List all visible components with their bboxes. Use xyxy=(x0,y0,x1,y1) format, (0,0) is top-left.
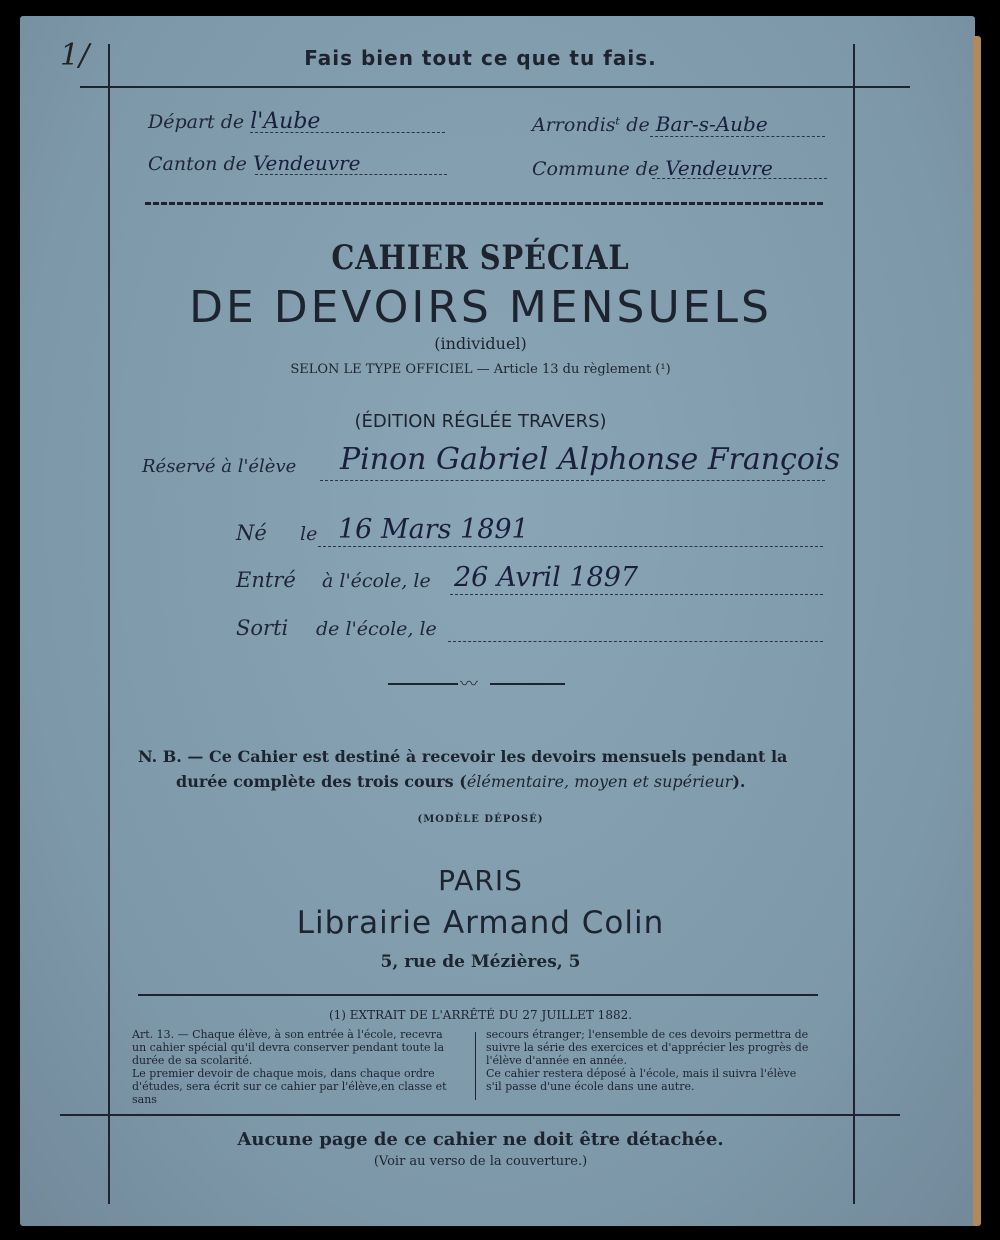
extract-right xyxy=(486,1028,826,1093)
extract-top-rule xyxy=(138,994,818,996)
arrondis-value: Bar-s-Aube xyxy=(655,112,768,136)
commune-row xyxy=(532,156,773,180)
publisher-name: Librairie Armand Colin xyxy=(296,905,665,941)
extract-right-2: suivre la série des exercices et d'apprécier les progrès de xyxy=(486,1041,809,1054)
depart-label: Départ xyxy=(148,111,215,133)
nb-line1: N. B. — Ce Cahier est destiné à recevoir les devoirs mensuels pendant la xyxy=(138,747,788,766)
ornament-center: 〰 xyxy=(460,674,478,695)
entre-line xyxy=(450,594,823,595)
notebook-cover xyxy=(20,16,975,1226)
motto: Fais bien tout ce que tu fais. xyxy=(304,46,657,70)
page-edge xyxy=(973,36,981,1226)
canton-value: Vendeuvre xyxy=(252,151,361,175)
depart-suffix: de xyxy=(220,111,245,133)
depart-value: l'Aube xyxy=(250,109,321,134)
ne-value: 16 Mars 1891 xyxy=(338,514,529,545)
extract-title: (1) EXTRAIT DE L'ARRÊTÉ DU 27 JUILLET 1882. xyxy=(328,1008,633,1022)
publisher-address: 5, rue de Mézières, 5 xyxy=(380,952,581,972)
canton-line xyxy=(255,174,447,175)
reserve-label: Réservé à l'élève xyxy=(142,456,297,477)
title-line4: SELON LE TYPE OFFICIEL — Article 13 du règlement (¹) xyxy=(290,362,671,377)
arrondis-suffix: de xyxy=(626,114,650,136)
frame-top-rule xyxy=(80,86,910,88)
depart-line xyxy=(250,132,445,133)
sorti-a: de l'école, le xyxy=(316,618,437,640)
ornament-left xyxy=(388,683,458,685)
nb-line2-italic: élémentaire, moyen et supérieur xyxy=(466,772,733,791)
frame-right-rule xyxy=(853,44,855,1204)
extract-right-5: s'il passe d'une école dans une autre. xyxy=(486,1080,695,1093)
nb-line2-end: ). xyxy=(732,772,746,791)
extract-left xyxy=(132,1028,472,1106)
commune-line xyxy=(652,178,827,179)
nb-line2 xyxy=(176,772,745,791)
extract-left-4: Le premier devoir de chaque mois, dans chaque ordre xyxy=(132,1067,435,1080)
edition: (ÉDITION RÉGLÉE TRAVERS) xyxy=(354,411,607,432)
depart-row xyxy=(148,109,320,134)
arrondis-label: Arrondisᵗ xyxy=(532,114,621,136)
footer-line1: Aucune page de ce cahier ne doit être détachée. xyxy=(237,1129,724,1150)
entre-label: Entré xyxy=(236,568,296,592)
commune-label: Commune xyxy=(532,158,630,180)
publisher-city: PARIS xyxy=(438,864,523,897)
student-name: Pinon Gabriel Alphonse François xyxy=(340,442,840,477)
title-line3: (individuel) xyxy=(434,334,527,353)
frame-left-rule xyxy=(108,44,110,1204)
location-divider xyxy=(145,202,825,205)
arrondis-row xyxy=(532,112,768,136)
sorti-label: Sorti xyxy=(236,616,289,640)
extract-left-5: d'études, sera écrit sur ce cahier par l'élève,en classe et sans xyxy=(132,1080,447,1106)
arrondis-line xyxy=(650,136,825,137)
nb-line2-start: durée complète des trois cours ( xyxy=(176,772,467,791)
sorti-line xyxy=(448,641,823,642)
commune-suffix: de xyxy=(635,158,660,180)
extract-left-3: durée de sa scolarité. xyxy=(132,1054,253,1067)
extract-left-2: un cahier spécial qu'il devra conserver pendant toute la xyxy=(132,1041,445,1054)
ornament-right xyxy=(490,683,565,685)
extract-left-1: Art. 13. — Chaque élève, à son entrée à l'école, recevra xyxy=(132,1028,443,1041)
title-line1: CAHIER SPÉCIAL xyxy=(331,238,630,278)
commune-value: Vendeuvre xyxy=(665,156,773,180)
modele: (MODÈLE DÉPOSÉ) xyxy=(417,814,544,825)
extract-right-4: Ce cahier restera déposé à l'école, mais il suivra l'élève xyxy=(486,1067,797,1080)
extract-right-1: secours étranger; l'ensemble de ces devoirs permettra de xyxy=(486,1028,809,1041)
title-line2: DE DEVOIRS MENSUELS xyxy=(189,282,772,333)
entre-a: à l'école, le xyxy=(322,570,431,592)
ne-line xyxy=(318,546,823,547)
canton-label: Canton xyxy=(148,153,218,175)
corner-mark: 1/ xyxy=(60,38,90,73)
footer-line2: (Voir au verso de la couverture.) xyxy=(373,1154,588,1169)
name-line xyxy=(320,480,825,481)
extract-divider xyxy=(475,1032,476,1100)
canton-suffix: de xyxy=(223,153,247,175)
ne-label: Né xyxy=(236,521,267,545)
frame-bottom-rule xyxy=(60,1114,900,1116)
canton-row xyxy=(148,151,360,175)
entre-value: 26 Avril 1897 xyxy=(454,562,639,593)
extract-right-3: l'élève d'année en année. xyxy=(486,1054,627,1067)
ne-le: le xyxy=(300,523,318,545)
